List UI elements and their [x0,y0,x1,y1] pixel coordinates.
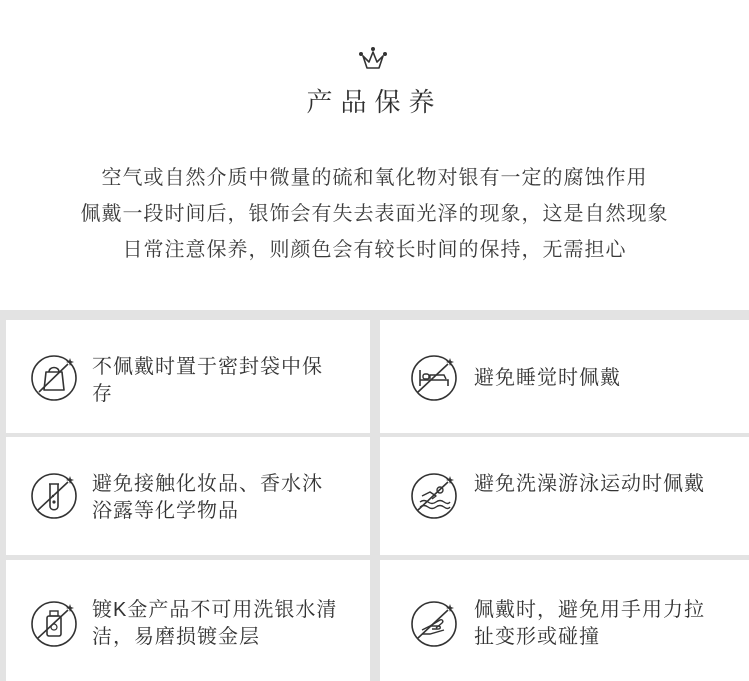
intro-line: 空气或自然介质中微量的硫和氧化物对银有一定的腐蚀作用 [101,167,648,189]
no-swimming-icon [410,472,458,520]
page-title: 产品保养 [306,87,443,117]
tip-card [380,320,749,433]
no-sleep-bed-icon [410,354,458,402]
tip-text: 避免洗澡游泳运动时佩戴 [474,473,705,495]
crown-icon [358,46,388,72]
tip-card [6,437,370,555]
tip-text: 镀K金产品不可用洗银水清洁，易磨损镀金层 [92,599,338,648]
no-cosmetics-tube-icon [30,472,78,520]
care-tips-grid [0,310,749,681]
tip-text: 避免睡觉时佩戴 [474,367,621,389]
intro-line: 日常注意保养，则颜色会有较长时间的保持，无需担心 [122,239,627,261]
tip-card [6,320,370,433]
tip-card [380,560,749,681]
tip-text: 不佩戴时置于密封袋中保存 [92,356,323,405]
tip-text: 避免接触化妆品、香水沐浴露等化学物品 [92,473,323,522]
tip-card [6,560,370,681]
sealed-bag-icon [30,354,78,402]
no-cleaning-bottle-icon [30,600,78,648]
intro-paragraph [0,160,749,268]
tip-text: 佩戴时，避免用手用力拉扯变形或碰撞 [474,599,705,648]
no-force-hand-icon [410,600,458,648]
care-header [0,0,749,310]
intro-line: 佩戴一段时间后，银饰会有失去表面光泽的现象，这是自然现象 [80,203,669,225]
tip-card [380,437,749,555]
